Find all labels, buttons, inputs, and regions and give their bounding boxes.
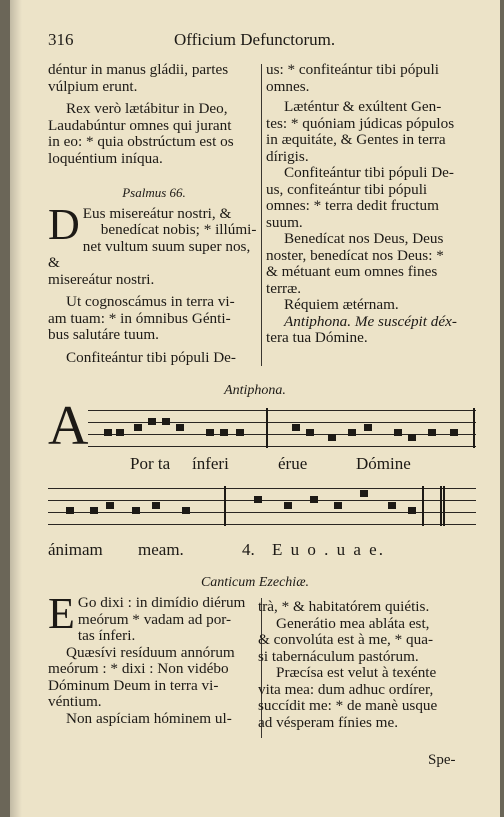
text-line: déntur in manus gládii, partes bbox=[48, 61, 229, 78]
text-line: Laudabúntur omnes qui jurant bbox=[48, 116, 232, 134]
text-line: dírigis. bbox=[266, 147, 309, 165]
text-line: us, confiteántur tibi pópuli bbox=[266, 180, 428, 198]
chant-staff-1 bbox=[48, 404, 476, 452]
lyric-syllable: ánimam bbox=[48, 540, 103, 559]
text-line: vúlpium erunt. bbox=[48, 77, 138, 95]
running-title: Officium Defunctorum. bbox=[174, 30, 336, 49]
book-page bbox=[10, 0, 500, 817]
catchword: Spe- bbox=[428, 752, 456, 768]
text-line: meórum : * dixi : Non vidébo bbox=[48, 660, 229, 677]
lyric-syllable: érue bbox=[278, 454, 308, 473]
drop-cap-d: D bbox=[48, 199, 80, 249]
mode-number: 4. bbox=[242, 540, 255, 559]
text-line: & convolúta est à me, * qua- bbox=[258, 631, 434, 648]
text-line: tera tua Dómine. bbox=[266, 329, 368, 346]
lyric-syllable: Por ta bbox=[130, 454, 171, 473]
text-line: loquéntium iníqua. bbox=[48, 149, 163, 167]
left-column-bottom bbox=[48, 589, 253, 727]
text-line: in æquitáte, & Gentes in terra bbox=[266, 131, 446, 148]
text-line: in eo: * quia obstrúctum est os bbox=[48, 133, 234, 150]
text-line: trà, * & habitatórem quiétis. bbox=[258, 598, 430, 615]
text-line: noster, benedícat nos Deus: * bbox=[266, 246, 444, 264]
text-line: Non aspíciam hóminem ul- bbox=[66, 709, 232, 727]
text-line: suum. bbox=[266, 213, 303, 231]
antiphona-label: Antiphona. bbox=[224, 383, 286, 398]
text-line: Eus misereátur nostri, & bbox=[82, 204, 232, 222]
text-line: am tuam: * in ómnibus Génti- bbox=[48, 309, 231, 327]
text-line: Go dixi : in dimídio diérum bbox=[77, 594, 246, 611]
text-line: Dóminum Deum in terra vi- bbox=[48, 676, 219, 694]
text-line: si tabernáculum pastórum. bbox=[258, 647, 419, 665]
right-column-bottom bbox=[258, 599, 473, 731]
text-line: Generátio mea abláta est, bbox=[276, 614, 430, 632]
text-line: Læténtur & exúltent Gen- bbox=[284, 98, 442, 115]
antiphon-rubric: Antiphona. Me suscépit déx- bbox=[284, 312, 457, 330]
drop-cap-e: E bbox=[48, 589, 75, 638]
text-line: véntium. bbox=[48, 693, 102, 710]
text-line: tes: * quóniam júdicas pópulos bbox=[266, 114, 455, 132]
text-line: Benedícat nos Deus, Deus bbox=[284, 230, 444, 247]
big-initial-a: A bbox=[48, 395, 89, 457]
canticum-label: Canticum Ezechiæ. bbox=[200, 575, 310, 590]
text-line: net vultum suum super nos, & bbox=[48, 237, 251, 271]
text-line: Réquiem ætérnam. bbox=[284, 296, 399, 313]
psalm-verse bbox=[48, 199, 260, 289]
text-line: omnes: * terra dedit fructum bbox=[266, 197, 439, 214]
text-line: vita mea: dum adhuc ordírer, bbox=[258, 680, 434, 698]
page-number: 316 bbox=[48, 30, 74, 49]
text-line: misereátur nostri. bbox=[48, 270, 155, 288]
text-line: & métuant eum omnes fines bbox=[266, 263, 438, 280]
text-line: Ut cognoscámus in terra vi- bbox=[66, 293, 235, 310]
column-divider-top bbox=[261, 64, 262, 366]
page-header bbox=[48, 30, 478, 54]
text-line: omnes. bbox=[266, 77, 310, 95]
text-line: succídit me: * de manè usque bbox=[258, 697, 438, 714]
lyric-syllable: meam. bbox=[138, 540, 184, 559]
text-line: Præcísa est velut à texénte bbox=[276, 664, 437, 681]
psalm-title: Psalmus 66. bbox=[122, 185, 186, 200]
text-line: Confiteántur tibi pópuli De- bbox=[66, 348, 236, 366]
text-line: bus salutáre tuum. bbox=[48, 326, 159, 343]
text-line: meórum * vadam ad por- bbox=[77, 610, 232, 628]
text-line: terræ. bbox=[266, 279, 302, 297]
text-line: ad vésperam fínies me. bbox=[258, 713, 399, 731]
lyric-syllable: ínferi bbox=[192, 454, 229, 473]
right-column-top bbox=[266, 62, 478, 347]
text-line: Rex verò lætábitur in Deo, bbox=[66, 100, 228, 117]
text-line: Quæsívi resíduum annórum bbox=[66, 643, 235, 661]
chant-staff-2 bbox=[48, 482, 476, 530]
left-column-top bbox=[48, 62, 260, 366]
text-line: tas ínferi. bbox=[77, 627, 136, 644]
lyric-syllable: Dómine bbox=[356, 454, 411, 473]
text-line: benedícat nobis; * illúmi- bbox=[100, 221, 257, 238]
text-line: Confiteántur tibi pópuli De- bbox=[284, 164, 454, 181]
euouae-text: E u o . u a e. bbox=[272, 540, 385, 559]
text-line: us: * confiteántur tibi pópuli bbox=[266, 61, 439, 78]
